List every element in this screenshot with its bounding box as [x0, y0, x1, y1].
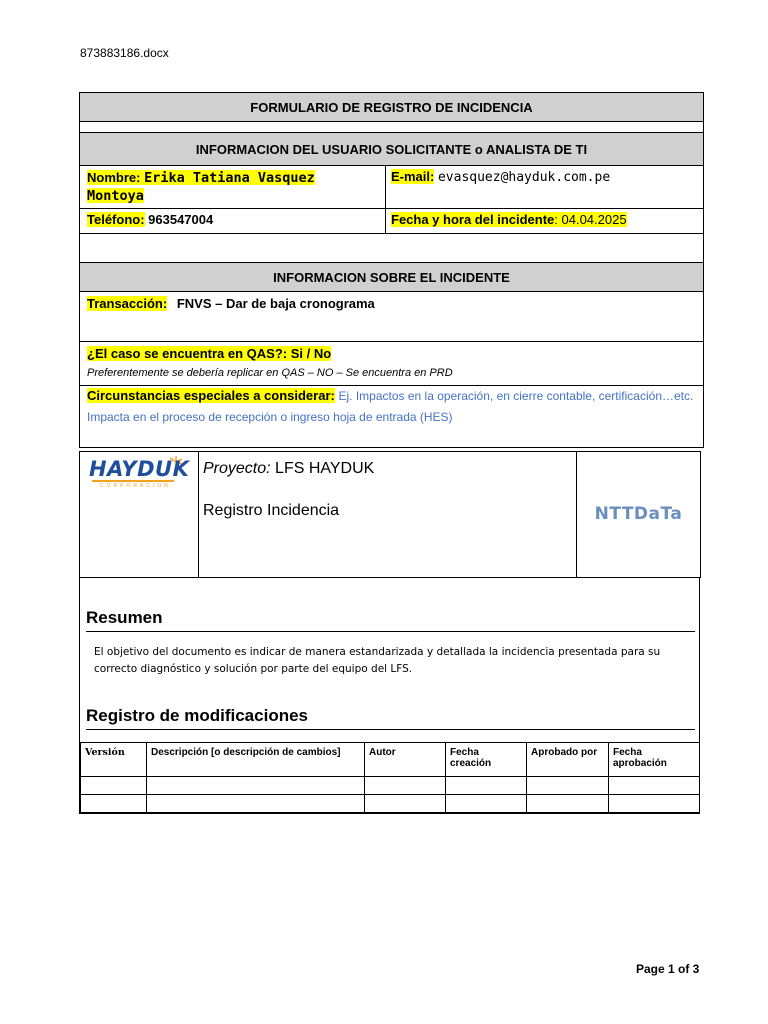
- project-header-table: [79, 451, 701, 578]
- transaction-value: FNVS – Dar de baja cronograma: [176, 296, 375, 311]
- client-logo-cell: [80, 452, 199, 578]
- circumstances-label: Circunstancias especiales a considerar:: [87, 388, 335, 403]
- phone-cell: [80, 209, 386, 234]
- table-cell: [609, 777, 700, 795]
- hayduk-logo: [88, 456, 188, 496]
- email-label: E-mail:: [391, 169, 435, 184]
- column-header: Autor: [365, 743, 446, 777]
- table-cell: [81, 777, 147, 795]
- ntt-data-logo: NTTDaTa: [594, 503, 683, 524]
- table-cell: [446, 795, 527, 813]
- summary-title: Resumen: [86, 608, 163, 627]
- datetime-cell: [386, 209, 704, 234]
- incident-section-title: INFORMACION SOBRE EL INCIDENTE: [80, 263, 704, 292]
- transaction-label: Transacción:: [87, 296, 168, 311]
- name-value: Erika Tatiana Vasquez Montoya: [87, 170, 315, 204]
- table-cell: [147, 777, 365, 795]
- column-header: Descripción [o descripción de cambios]: [147, 743, 365, 777]
- email-value: evasquez@hayduk.com.pe: [437, 170, 611, 185]
- phone-value: 963547004: [148, 212, 214, 227]
- datetime-label: Fecha y hora del incidente: [391, 212, 555, 227]
- email-cell: [386, 166, 704, 209]
- column-header: Versión: [81, 743, 147, 777]
- spacer-row: [80, 122, 704, 133]
- project-name: LFS HAYDUK: [275, 460, 375, 477]
- modifications-title: Registro de modificaciones: [86, 706, 308, 725]
- user-section-title: INFORMACION DEL USUARIO SOLICITANTE o ANALISTA DE TI: [80, 133, 704, 166]
- project-info-cell: [199, 452, 577, 578]
- page-number: Page 1 of 3: [636, 962, 700, 976]
- table-row: [81, 795, 700, 813]
- datetime-value: : 04.04.2025: [554, 212, 627, 227]
- table-cell: [446, 777, 527, 795]
- spacer-row: [80, 234, 704, 263]
- phone-label: Teléfono:: [87, 212, 145, 227]
- summary-text: El objetivo del documento es indicar de manera estandarizada y detallada la incidencia presentada para su correcto diagnóstico y solución por parte del equipo del LFS.: [94, 646, 661, 675]
- document-filename: 873883186.docx: [80, 46, 169, 60]
- table-cell: [527, 795, 609, 813]
- table-cell: [365, 795, 446, 813]
- circumstances-value: Impacta en el proceso de recepción o ingreso hoja de entrada (HES): [87, 410, 453, 424]
- project-label: Proyecto:: [203, 460, 271, 477]
- name-cell: [80, 166, 386, 209]
- doc-type: Registro Incidencia: [203, 502, 340, 519]
- hayduk-logo-text: HAYDUK: [89, 457, 190, 481]
- modifications-divider: [86, 729, 695, 730]
- transaction-cell: [80, 292, 704, 342]
- column-header: Fecha aprobación: [609, 743, 700, 777]
- table-cell: [365, 777, 446, 795]
- incident-form-table: [79, 92, 704, 448]
- table-cell: [609, 795, 700, 813]
- table-row: [81, 777, 700, 795]
- qas-note: Preferentemente se debería replicar en QAS – NO – Se encuentra en PRD: [87, 367, 453, 379]
- hayduk-logo-subtext: CORPORACION: [100, 483, 171, 489]
- vendor-logo-cell: [577, 452, 701, 578]
- name-label: Nombre:: [87, 170, 141, 185]
- table-cell: [147, 795, 365, 813]
- modifications-table: [80, 742, 700, 813]
- summary-divider: [86, 631, 695, 632]
- table-cell: [527, 777, 609, 795]
- circumstances-cell: [80, 386, 704, 448]
- column-header: Fecha creación: [446, 743, 527, 777]
- column-header: Aprobado por: [527, 743, 609, 777]
- circumstances-example: Ej. Impactos en la operación, en cierre contable, certificación…etc.: [338, 389, 694, 403]
- table-cell: [81, 795, 147, 813]
- form-title: FORMULARIO DE REGISTRO DE INCIDENCIA: [80, 93, 704, 122]
- resumen-section: [79, 578, 700, 814]
- qas-question: ¿El caso se encuentra en QAS?: Si / No: [87, 346, 332, 361]
- qas-cell: [80, 342, 704, 386]
